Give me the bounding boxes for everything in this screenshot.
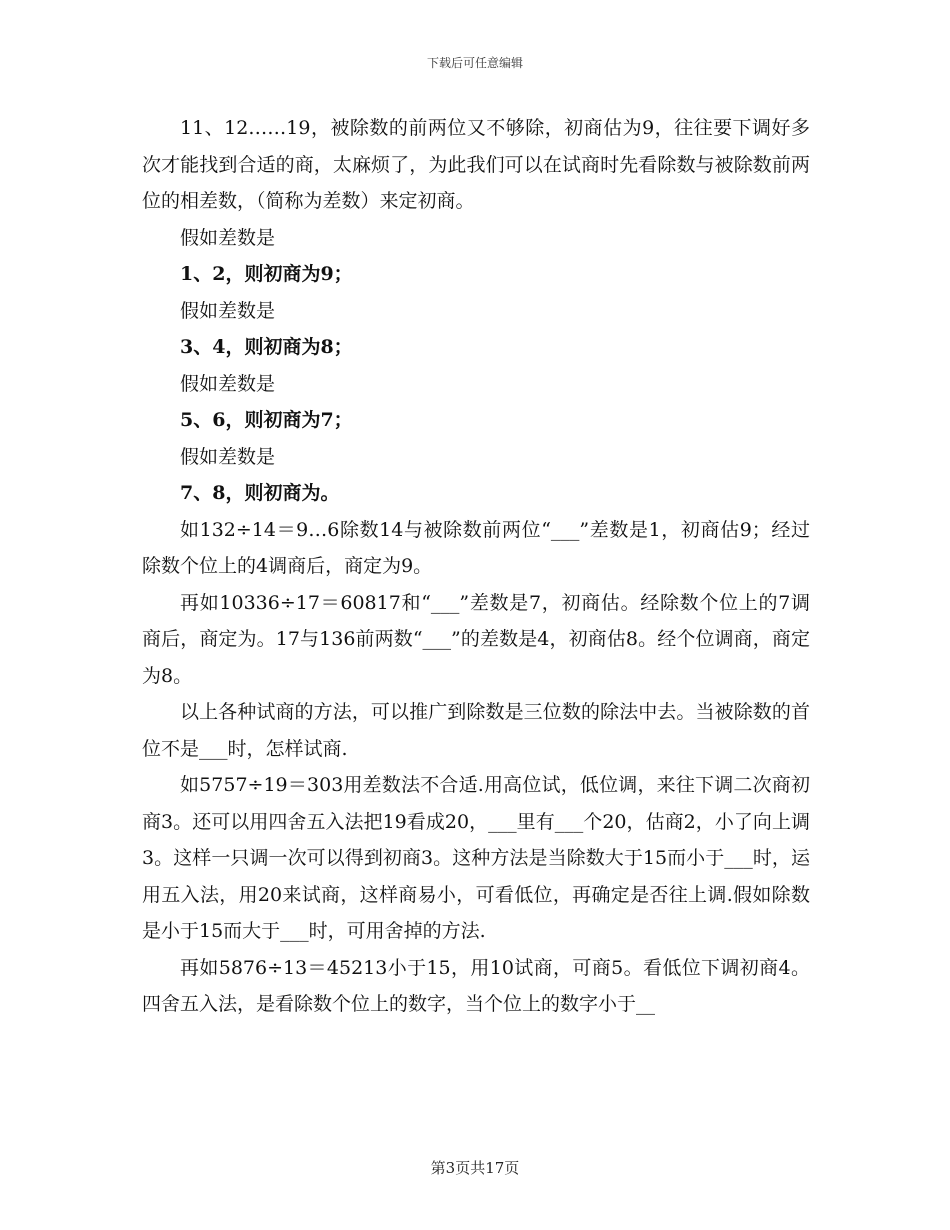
page-footer: 第3页共17页 [430, 1159, 520, 1177]
paragraph-5: 3、4，则初商为8； [180, 336, 353, 358]
page-header: 下载后可任意编辑 [426, 56, 523, 70]
paragraph-2: 假如差数是 [180, 226, 276, 249]
paragraph-13: 如5757÷19＝303用差数法不合适.用高位试，低位调，来往下调二次商初商3。还可以用四舍五入法把19看成20，___里有___个20，估商2，小了向上调3。这样一只调一次可以得到初商3。这种方法是当除数大于15而小于___时，运用五入法，用20来试商，这样商易小，可看低位，再确定是否往上调.假如除数是小于15而大于___时，可用舍掉的方法. [142, 774, 810, 942]
paragraph-3: 1、2，则初商为9； [180, 263, 353, 285]
paragraph-7: 5、6，则初商为7； [180, 409, 353, 431]
paragraph-10: 如132÷14＝9…6除数14与被除数前两位“___”差数是1，初商估9；经过除数个位上的4调商后，商定为9。 [142, 518, 810, 577]
paragraph-12: 以上各种试商的方法，可以推广到除数是三位数的除法中去。当被除数的首位不是___时，怎样试商. [142, 701, 810, 760]
paragraph-6: 假如差数是 [180, 372, 276, 395]
paragraph-9: 7、8，则初商为。 [180, 482, 340, 504]
paragraph-1: 11、12……19，被除数的前两位又不够除，初商估为9，往往要下调好多次才能找到合适的商，太麻烦了，为此我们可以在试商时先看除数与被除数前两位的相差数，（简称为差数）来定初商。 [142, 117, 810, 212]
paragraph-14: 再如5876÷13＝45213小于15，用10试商，可商5。看低位下调初商4。四舍五入法，是看除数个位上的数字，当个位上的数字小于__ [142, 956, 810, 1015]
document-body [142, 110, 810, 1023]
paragraph-4: 假如差数是 [180, 299, 276, 322]
paragraph-11: 再如10336÷17＝60817和“___”差数是7，初商估。经除数个位上的7调商后，商定为。17与136前两数“___”的差数是4，初商估8。经个位调商，商定为8。 [142, 591, 810, 687]
paragraph-8: 假如差数是 [180, 445, 276, 468]
